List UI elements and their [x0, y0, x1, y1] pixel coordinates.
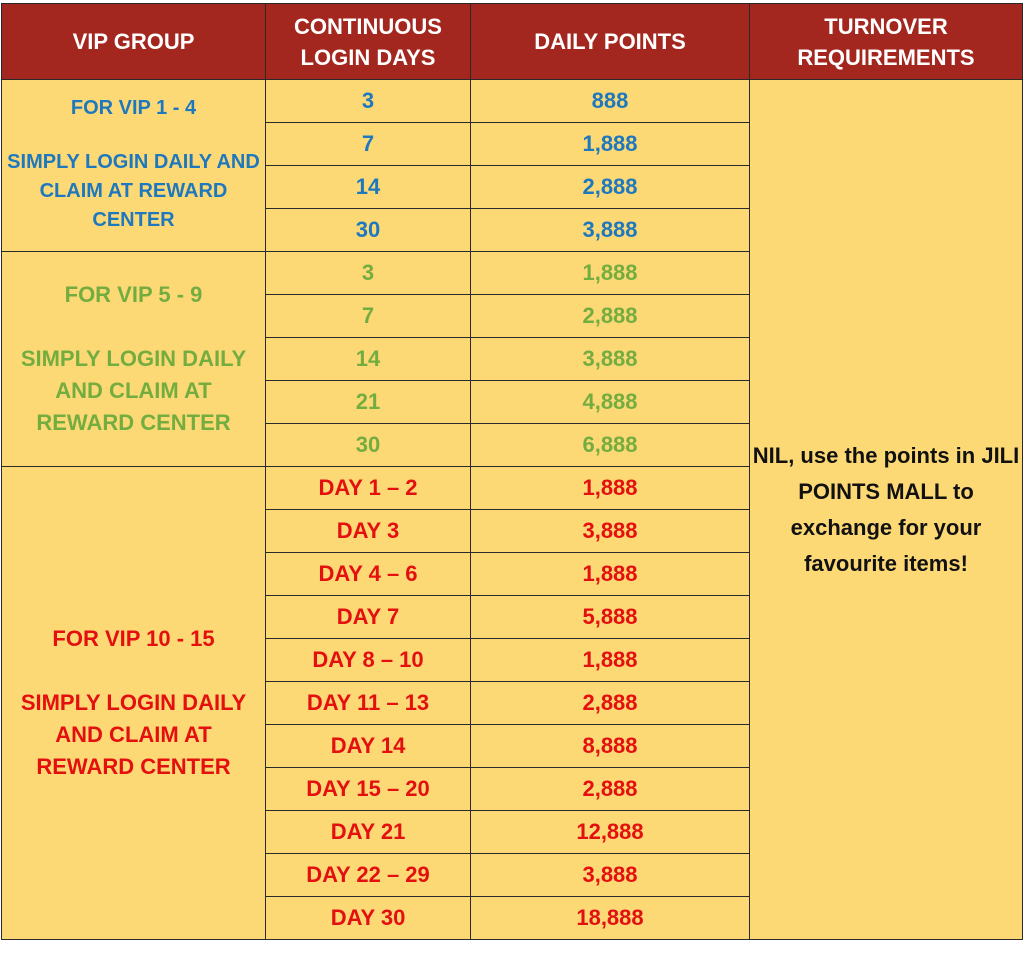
header-continuous-login-days: CONTINUOUS LOGIN DAYS	[266, 4, 471, 80]
vip-group-cell	[2, 467, 266, 940]
daily-points-cell: 1,888	[471, 252, 750, 295]
login-days-cell: DAY 22 – 29	[266, 854, 471, 897]
daily-points-cell: 2,888	[471, 166, 750, 209]
login-days-cell: 7	[266, 123, 471, 166]
login-days-cell: 14	[266, 166, 471, 209]
daily-points-cell: 1,888	[471, 553, 750, 596]
login-days-cell: 30	[266, 209, 471, 252]
header-row	[2, 4, 1023, 80]
login-days-cell: DAY 8 – 10	[266, 639, 471, 682]
daily-points-cell: 3,888	[471, 854, 750, 897]
login-days-cell: DAY 11 – 13	[266, 682, 471, 725]
login-days-cell: DAY 30	[266, 897, 471, 940]
login-days-cell: DAY 7	[266, 596, 471, 639]
vip-group-label: FOR VIP 10 - 15	[52, 626, 215, 651]
vip-group-note: SIMPLY LOGIN DAILY AND CLAIM AT REWARD CENTER	[7, 150, 260, 231]
login-days-cell: DAY 14	[266, 725, 471, 768]
table-row	[2, 80, 1023, 123]
login-days-cell: DAY 1 – 2	[266, 467, 471, 510]
vip-group-cell	[2, 80, 266, 252]
daily-points-cell: 2,888	[471, 682, 750, 725]
vip-group-label: FOR VIP 1 - 4	[70, 96, 197, 119]
daily-points-cell: 12,888	[471, 811, 750, 854]
vip-login-rewards-table	[1, 3, 1023, 940]
login-days-cell: DAY 4 – 6	[266, 553, 471, 596]
daily-points-cell: 4,888	[471, 381, 750, 424]
vip-group-label: FOR VIP 5 - 9	[64, 282, 203, 307]
login-days-cell: 30	[266, 424, 471, 467]
daily-points-cell: 6,888	[471, 424, 750, 467]
login-days-cell: 21	[266, 381, 471, 424]
daily-points-cell: 3,888	[471, 338, 750, 381]
daily-points-cell: 1,888	[471, 639, 750, 682]
login-days-cell: 3	[266, 252, 471, 295]
daily-points-cell: 18,888	[471, 897, 750, 940]
header-turnover-requirements: TURNOVER REQUIREMENTS	[750, 4, 1023, 80]
login-days-cell: DAY 21	[266, 811, 471, 854]
header-daily-points: DAILY POINTS	[471, 4, 750, 80]
vip-group-note: SIMPLY LOGIN DAILY AND CLAIM AT REWARD CENTER	[20, 690, 247, 779]
turnover-requirements-cell	[750, 80, 1023, 940]
turnover-requirements-text: NIL, use the points in JILI POINTS MALL to exchange for your favourite items!	[752, 442, 1020, 576]
daily-points-cell: 3,888	[471, 510, 750, 553]
daily-points-cell: 8,888	[471, 725, 750, 768]
daily-points-cell: 5,888	[471, 596, 750, 639]
login-days-cell: DAY 3	[266, 510, 471, 553]
login-days-cell: 14	[266, 338, 471, 381]
daily-points-cell: 2,888	[471, 768, 750, 811]
daily-points-cell: 2,888	[471, 295, 750, 338]
login-days-cell: 3	[266, 80, 471, 123]
vip-group-note: SIMPLY LOGIN DAILY AND CLAIM AT REWARD CENTER	[20, 346, 247, 435]
daily-points-cell: 1,888	[471, 467, 750, 510]
header-vip-group: VIP GROUP	[2, 4, 266, 80]
login-days-cell: 7	[266, 295, 471, 338]
daily-points-cell: 888	[471, 80, 750, 123]
login-days-cell: DAY 15 – 20	[266, 768, 471, 811]
vip-group-cell	[2, 252, 266, 467]
daily-points-cell: 1,888	[471, 123, 750, 166]
daily-points-cell: 3,888	[471, 209, 750, 252]
